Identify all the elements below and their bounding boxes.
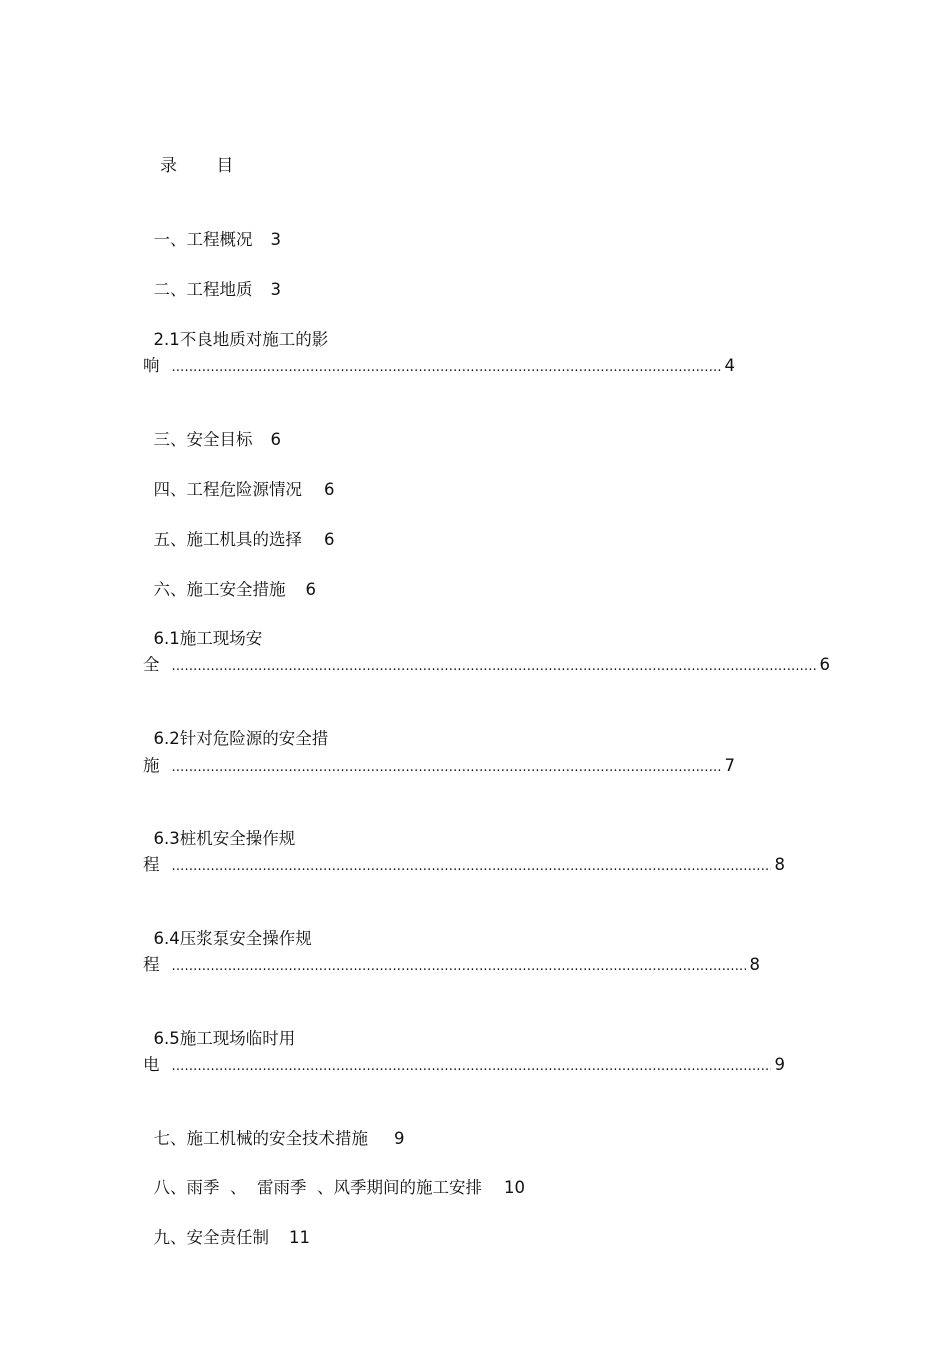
- toc-entry-page: 3: [270, 230, 281, 249]
- toc-entry-page: 4: [724, 356, 735, 375]
- toc-entry-label: 6.4压浆泵安全操作规: [153, 929, 312, 948]
- toc-entry[interactable]: [143, 304, 329, 349]
- toc-entry-dotted[interactable]: [143, 354, 735, 378]
- leader-dots: [172, 853, 771, 879]
- toc-entry-page: 8: [749, 955, 760, 974]
- toc-entry-page: 6: [305, 580, 316, 599]
- toc-entry-dotted[interactable]: [143, 953, 760, 977]
- toc-entry-dotted[interactable]: [143, 853, 785, 877]
- leader-dots: [172, 653, 816, 679]
- toc-entry-label: 三、安全目标: [153, 430, 253, 449]
- toc-entry[interactable]: [143, 1003, 296, 1048]
- toc-entry-page: 6: [324, 530, 335, 549]
- toc-entry-page: 7: [724, 756, 735, 775]
- toc-entry-page: 9: [394, 1129, 405, 1148]
- toc-entry-page: 6: [270, 430, 281, 449]
- toc-entry-label: 6.3桩机安全操作规: [153, 829, 296, 848]
- toc-entry[interactable]: [143, 1202, 310, 1247]
- toc-entry[interactable]: [143, 454, 335, 499]
- toc-entry[interactable]: [143, 204, 281, 249]
- toc-entry[interactable]: [143, 254, 281, 299]
- toc-entry-label: 二、工程地质: [153, 280, 253, 299]
- toc-entry[interactable]: [143, 603, 263, 648]
- toc-entry-page: 10: [503, 1178, 525, 1197]
- toc-entry[interactable]: [143, 554, 316, 599]
- toc-entry-label: 六、施工安全措施: [153, 580, 286, 599]
- toc-entry-page: 6: [324, 480, 335, 499]
- toc-title: 录 目: [160, 156, 235, 176]
- leader-dots: [172, 953, 746, 979]
- toc-entry-page: 9: [774, 1055, 785, 1074]
- toc-entry-dotted[interactable]: [143, 1053, 785, 1077]
- toc-entry-page: 6: [819, 655, 830, 674]
- leader-dots: [172, 754, 721, 780]
- toc-entry-label: 七、施工机械的安全技术措施: [153, 1129, 368, 1148]
- toc-entry-label: 程: [143, 855, 160, 874]
- toc-entry-label: 电: [143, 1055, 160, 1074]
- toc-entry[interactable]: [143, 504, 335, 549]
- toc-entry-label: 四、工程危险源情况: [153, 480, 302, 499]
- toc-entry[interactable]: [143, 903, 312, 948]
- toc-entry[interactable]: [143, 803, 296, 848]
- toc-entry-label: 响: [143, 356, 160, 375]
- toc-entry-label: 6.1施工现场安: [153, 629, 263, 648]
- toc-entry-dotted[interactable]: [143, 754, 735, 778]
- toc-entry-label: 程: [143, 955, 160, 974]
- toc-entry-label: 施: [143, 756, 160, 775]
- leader-dots: [172, 1053, 771, 1079]
- toc-entry-label: 八、雨季 、 雷雨季 、风季期间的施工安排: [153, 1178, 482, 1197]
- toc-entry[interactable]: [143, 703, 329, 748]
- toc-entry-page: 11: [289, 1228, 310, 1247]
- toc-entry-label: 6.5施工现场临时用: [153, 1029, 296, 1048]
- toc-entry[interactable]: [143, 1152, 525, 1197]
- toc-entry-page: 8: [774, 855, 785, 874]
- toc-entry-label: 全: [143, 655, 160, 674]
- toc-entry[interactable]: [143, 1103, 405, 1148]
- toc-entry-label: 九、安全责任制: [153, 1228, 269, 1247]
- toc-entry-dotted[interactable]: [143, 653, 830, 677]
- leader-dots: [172, 354, 721, 380]
- toc-entry-label: 一、工程概况: [153, 230, 253, 249]
- toc-entry-label: 6.2针对危险源的安全措: [153, 729, 329, 748]
- toc-entry-label: 2.1不良地质对施工的影: [153, 330, 329, 349]
- toc-entry[interactable]: [143, 404, 281, 449]
- toc-entry-label: 五、施工机具的选择: [153, 530, 302, 549]
- toc-entry-page: 3: [270, 280, 281, 299]
